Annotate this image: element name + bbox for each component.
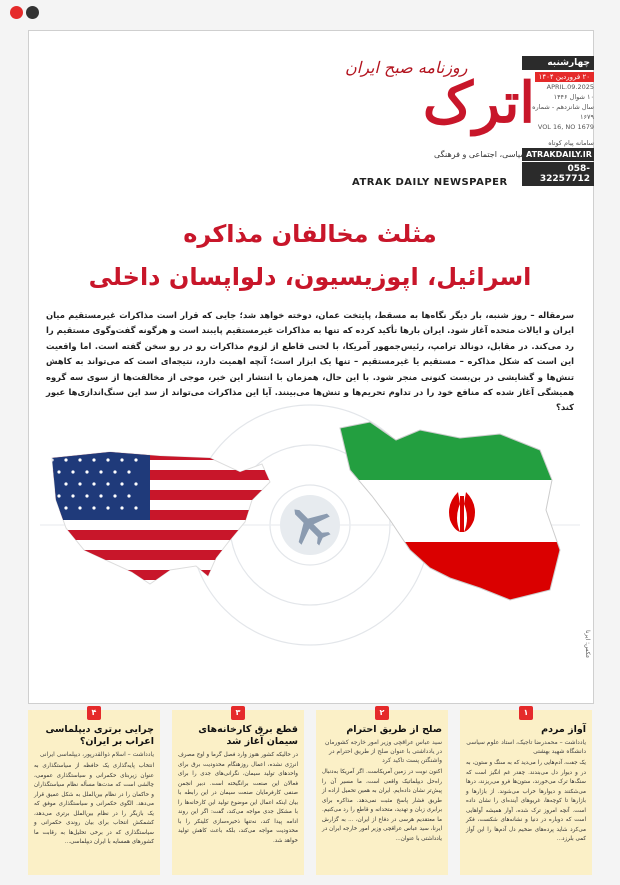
column-title[interactable]: قطع برق کارخانه‌های سیمان آغاز شد (198, 724, 298, 747)
corner-icons (10, 6, 39, 19)
phone-number: 058-32257712 (522, 162, 594, 186)
column-byline: سید عباس عراقچی وزیر امور خارجه کشورمان در یادداشتی با عنوان صلح از طریق احترام در واشنگتن پست تاکید کرد (325, 739, 442, 764)
persian-date: ۲۰ فروردین ۱۴۰۴ (535, 72, 594, 82)
column-title[interactable]: چرایی برتری دیپلماسی اعراب بر ایران؟ (45, 724, 154, 747)
logo-script: روزنامه صبح ایران (345, 58, 468, 77)
usa-map-flag (40, 450, 280, 584)
column-body: در حالیکه کشور هنوز وارد فصل گرما و اوج مصرف انرژی نشده، اعمال روزهنگام محدودیت برق برای واحدهای تولید سیمان، نگرانی‌های جدی را برای فعالان این صنعت برانگیخته است. دبیر انجمن صنفی کارفرمایان صنعت سیمان در این رابطه با بیان اینکه اعمال این موضوع تولید این کارخانه‌ها را با مشکل جدی مواجه می‌کند، گفت: اگر این روند ادامه پیدا کند، نه‌تنها ذخیره‌سازی کلینکر را با محدودیت مواجه می‌کند، بلکه باعث کاهش تولید خواهد شد. (178, 752, 298, 844)
usa-iran-illustration (40, 400, 580, 660)
column-title[interactable]: صلح از طریق احترام (346, 724, 442, 735)
logo-wordmark: اترک (422, 70, 535, 136)
english-date: APRIL.09.2025 (546, 83, 594, 91)
column-byline: یادداشت – اسلام ذوالقدرپور، دیپلماسی ایرانی (39, 751, 154, 758)
logo-subtitle: سیاسی، اجتماعی و فرهنگی (433, 150, 527, 159)
column-body: اکنون نوبت در زمین آمریکاست. اگر آمریکا به‌دنبال راه‌حل دیپلماتیک واقعی است، ما مسیر آن را پیش‌تر نشان داده‌ایم. ایران به همین تحمیل اراده از طریق فشار پاسخ مثبت نمی‌دهد. مذاکره برای برابری زبان و تهدید، متحدانه و قاطع را رد می‌کنیم. ما معتقدیم هرسی در دفاع از ایران، ... به گزارش ایرنا، سید عباس عراقچی وزیر امور خارجه ایران در یادداشتی با عنوان... (322, 769, 442, 842)
headline-line-1[interactable]: مثلث مخالفان مذاکره (183, 220, 437, 248)
column-title[interactable]: آواز مردم (541, 724, 586, 735)
contact-label: سامانه پیام کوتاه (548, 139, 594, 147)
weekday: چهارشنبه (522, 56, 594, 70)
newspaper-logo (335, 58, 535, 168)
column-number: ۴ (87, 706, 101, 720)
photo-credit: عکس: ایرنا (584, 630, 591, 659)
hijri-date: ۱۰ شوال ۱۴۴۶ (553, 93, 594, 101)
column-number: ۲ (375, 706, 389, 720)
bottom-columns (28, 710, 592, 875)
english-name: ATRAK DAILY NEWSPAPER (352, 177, 508, 188)
column-article[interactable] (460, 710, 592, 875)
column-article[interactable] (316, 710, 448, 875)
issue-en: VOL 16, NO 1679 (537, 123, 594, 131)
red-circle-icon (10, 6, 23, 19)
editorial-lead: سرمقاله – روز شنبه، بار دیگر نگاه‌ها به مسقط، پایتخت عمان، دوخته خواهد شد؛ جایی که قرار است مذاکرات غیرمستقیم میان ایران و ایالات متحده آغاز شود. ایران بارها تأکید کرده که تنها به مذاکرات غیرمستقیم پایبند است و هرگونه گفت‌وگوی مستقیم را رد می‌کند. در مقابل، دونالد ترامپ، رئیس‌جمهور آمریکا، با لحنی قاطع از لزوم مذاکرات رو در رو سخن گفته است. اما واقعیت این است که شکل مذاکره – مستقیم یا غیرمستقیم – تنها یک ابزار است؛ آنچه اهمیت دارد، نتیجه‌ای است که می‌تواند به کاهش تنش‌ها و گشایشی در بن‌بست کنونی منجر شود. با این حال، همزمان با انتشار این خبر، موجی از مخالفت‌ها از سوی سه گروه همیشگی آغاز شده که منافع خود را در تداوم تحریم‌ها و تنش‌ها می‌بینند. آیا این مذاکرات می‌تواند از سد این سنگ‌اندازی‌ها عبور کند؟ (46, 310, 574, 413)
column-body: یک جفت، آدم‌هایی را می‌دید که به سنگ و ستون، به در و دیوار دل می‌بندند. چقدر غم انگیز است که سنگ‌ها ترک می‌خورند، ستون‌ها فرو می‌ریزند، درها می‌شکنند و دیوارها خراب می‌شوند. از بازارها و بازارها تا کوچه‌ها، غریوهای آینده‌ای را نشان داده است. آنچه امروز ترک شده، آوار همیشه آواهایی است که دوباره در دنیا و نشانه‌های شکست، فکر می‌کرد شاید پرده‌های ضخیم دل آدم‌ها را این آواز کمی بلرزد... (466, 760, 586, 842)
column-body: انتخاب پایه‌گذاری یک حافظه از سیاستگذاری به عنوان زیربنای حکمرانی و سیاستگذاری عمومی، چالشی است که مدت‌ها مسأله نظام سیاستگذاران و حاکمان را در نظام بین‌الملل به شکل عمیق قرار می‌دهد. الگوی حکمرانی و سیاستگذاری موفق که یک بازیگر را در نظام بین‌الملل برتری می‌دهد، کشمکش انتخاب برای بیان روندی حکمرانی و سیاستگذاری که در برخی تحلیل‌ها به رقابت ما کشورهای همسایه با ایران دیپلماسی... (34, 763, 154, 845)
column-article[interactable] (28, 710, 160, 875)
column-article[interactable] (172, 710, 304, 875)
column-byline: یادداشت – محمدرضا تاجیک، استاد علوم سیاسی دانشگاه شهید بهشتی (466, 739, 586, 755)
iran-map-flag (330, 400, 570, 622)
issue-fa: سال شانزدهم - شماره ۱۶۷۹ (532, 103, 594, 121)
dark-circle-icon (26, 6, 39, 19)
headline-line-2[interactable]: اسرائیل، اپوزیسیون، دلواپسان داخلی (88, 263, 532, 291)
airplane-icon (268, 483, 353, 568)
column-number: ۳ (231, 706, 245, 720)
column-number: ۱ (519, 706, 533, 720)
website-link[interactable]: ATRAKDAILY.IR (522, 148, 594, 161)
